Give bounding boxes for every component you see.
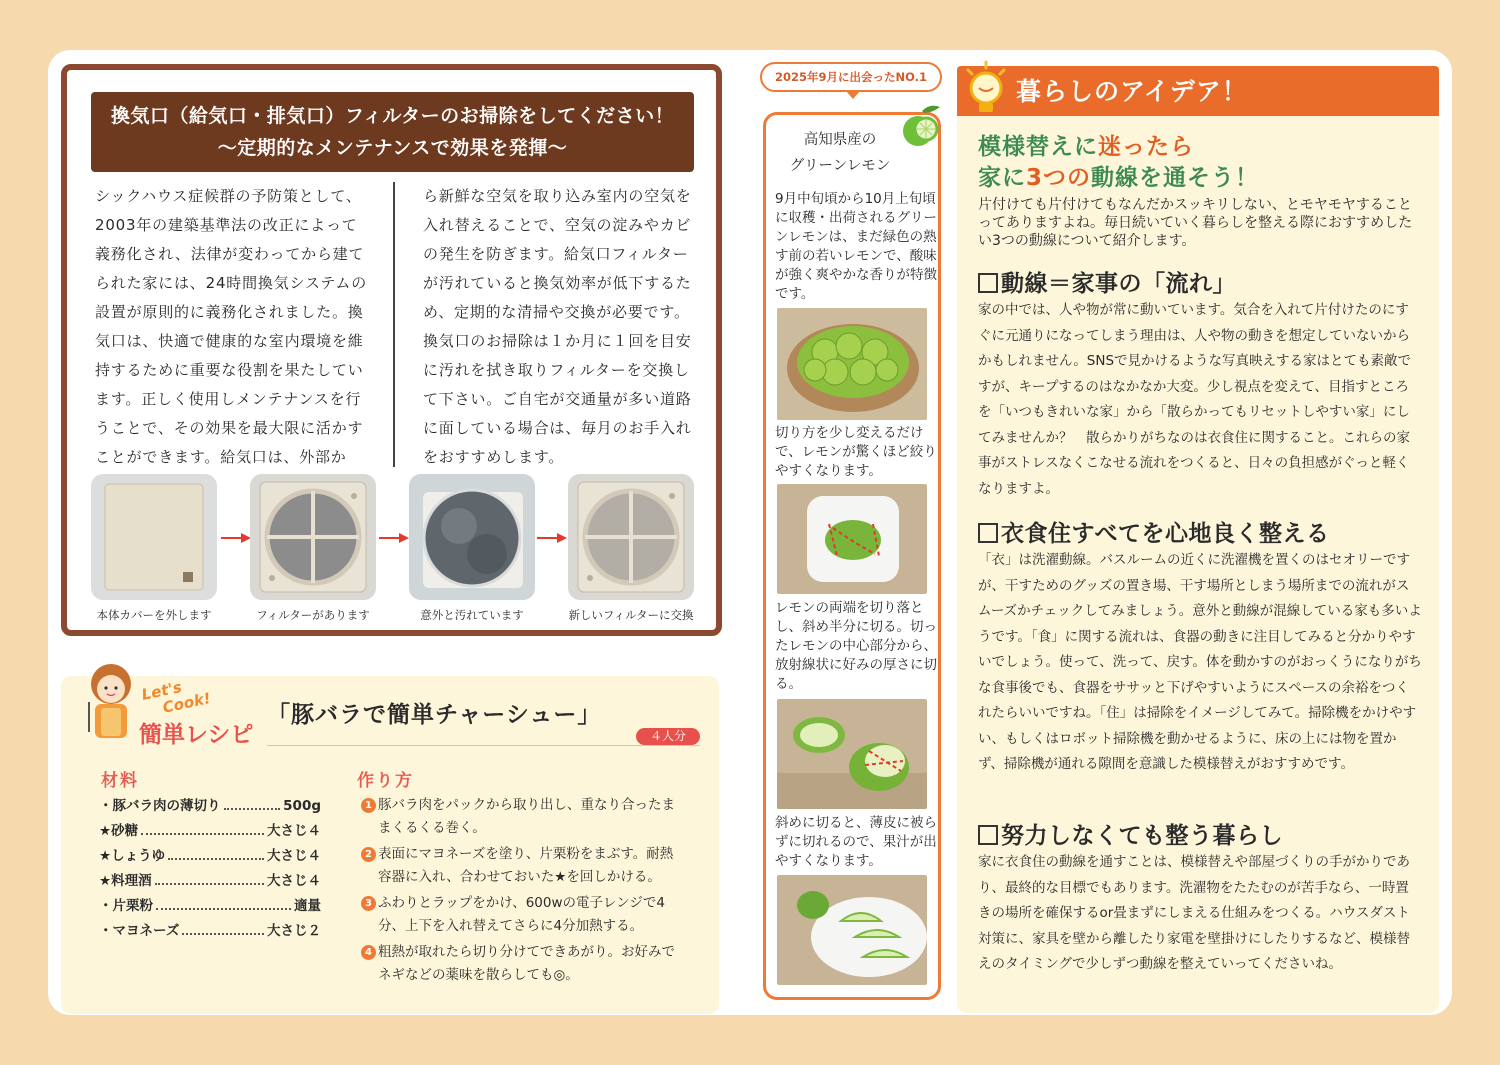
caption-new: 新しいフィルターに交換 (568, 608, 694, 622)
checkbox-icon (978, 825, 998, 845)
ingredient-name: ★砂糖 (99, 823, 139, 839)
step-text: 豚バラ肉をパックから取り出し、重なり合ったままくるくる巻く。 (378, 797, 675, 836)
lemon-column (763, 112, 941, 1000)
step-text: 表面にマヨネーズを塗り、片栗粉をまぶす。耐熱容器に入れ、合わせておいた★を回しかける。 (378, 846, 674, 885)
column-divider (393, 182, 395, 467)
headline-part-d: 3つの (1026, 165, 1092, 191)
section-body: 「衣」は洗濯動線。バスルームの近くに洗濯機を置くのはセオリーですが、干すためのグッズの置き場、干す場所としまう場所までの流れがスムーズかチェックしてみましょう。意外と動線が混線している家も多いようです。「食」に関する流れは、食器の動きに注目してみると分かりやすいでしょう。使って、洗って、戻す。体を動かすのがおっくうになりがちな食事後でも、食器をササッと下げやすいようにスペースの余裕をつくれたらいいですね。「住」は掃除をイメージしてみて。掃除機をかけやすい、もしくはロボット掃除機を動かせるように、床の上には物を置かず、掃除機が通れる隙間を意識した模様替えがおすすめです。 (978, 552, 1422, 772)
ingredients-list (99, 794, 321, 944)
headline-part-e: 動線を通そう！ (1091, 165, 1260, 191)
idea-lead: 片付けても片付けてもなんだかスッキリしない、とモヤモヤすることってありますよね。毎日続いていく暮らしを整える際におすすめしたい3つの動線について紹介します。 (978, 197, 1413, 249)
leader-dots (224, 794, 281, 810)
ingredient-qty: 大さじ４ (267, 823, 321, 839)
lemon-slices-photo (777, 875, 927, 985)
headline-part-c: 家に (978, 165, 1026, 191)
caption-filter: フィルターがあります (256, 608, 370, 622)
lets-text: Let's (139, 677, 184, 704)
cover-photo (91, 474, 217, 600)
filter-photo (250, 474, 376, 600)
ingredient-row (99, 794, 321, 819)
section-heading-text: 努力しなくても整う暮らし (1001, 823, 1283, 849)
serving-badge: ４人分 (636, 728, 700, 745)
lets-cook-logo (140, 673, 212, 720)
ingredient-row (99, 819, 321, 844)
section-heading (978, 265, 1236, 298)
checkbox-icon (978, 273, 998, 293)
lemon-tip2: レモンの両端を切り落とし、斜め半分に切る。切ったレモンの中心部分から、放射線状に好みの厚さに切る。 (775, 600, 937, 692)
ingredient-qty: 500g (283, 798, 321, 814)
ingredient-qty: 大さじ２ (267, 923, 321, 939)
lemon-cut-lines-photo (777, 484, 927, 594)
ingredient-name: ★料理酒 (99, 873, 152, 889)
lemon-heading-line2: グリーンレモン (789, 158, 891, 174)
lemon-halves-photo (777, 699, 927, 809)
recipe-section (61, 676, 719, 1014)
steps-list (361, 794, 686, 990)
lemons-bowl-photo (777, 308, 927, 420)
step-item (361, 941, 686, 987)
ventilation-title-line2: ～定期的なメンテナンスで効果を発揮～ (217, 137, 568, 159)
dirty-filter-photo (409, 474, 535, 600)
section-heading (978, 515, 1330, 548)
arrow-icon (379, 532, 409, 544)
kantan-recipe-label: 簡単レシピ (139, 722, 254, 748)
ingredient-name: ・豚バラ肉の薄切り (99, 798, 221, 814)
leader-dots (168, 844, 264, 860)
leader-dots (156, 894, 291, 910)
ingredient-name: ・マヨネーズ (99, 923, 180, 939)
lightbulb-icon (962, 60, 1010, 118)
ingredients-heading: 材料 (101, 771, 139, 791)
ventilation-text-col2: ら新鮮な空気を取り込み室内の空気を入れ替えることで、空気の淀みやカビの発生を防ぎます。給気口フィルターが汚れていると換気効率が低下するため、定期的な清掃や交換が必要です。換気口のお掃除は１か月に１回を目安に汚れを拭き取りフィルターを交換して下さい。ご自宅が交通量が多い道路に面している場合は、毎月のお手入れをおすすめします。 (423, 187, 692, 466)
ingredient-row (99, 869, 321, 894)
idea-title: 暮らしのアイデア！ (1016, 77, 1248, 106)
section-heading-text: 動線＝家事の「流れ」 (1001, 271, 1236, 297)
caption-dirty: 意外と汚れています (420, 608, 524, 622)
ingredient-row (99, 844, 321, 869)
ventilation-title (91, 92, 694, 172)
ingredient-name: ★しょうゆ (99, 848, 166, 864)
ingredient-row (99, 919, 321, 944)
ingredient-name: ・片栗粉 (99, 898, 153, 914)
lemon-intro: 9月中旬頃から10月上旬頃に収穫・出荷されるグリーンレモンは、まだ緑色の熟す前の若いレモンで、酸味が強く爽やかな香りが特徴です。 (775, 191, 937, 302)
lemon-tip3: 斜めに切ると、薄皮に被らずに切れるので、果汁が出やすくなります。 (775, 815, 937, 869)
new-filter-photo (568, 474, 694, 600)
lemon-heading-line1: 高知県産の (803, 132, 877, 148)
step-item (361, 892, 686, 938)
step-item (361, 794, 686, 840)
step-item (361, 843, 686, 889)
step-number: 3 (361, 896, 376, 911)
ventilation-title-line1: 換気口（給気口・排気口）フィルターのお掃除をしてください！ (110, 105, 675, 127)
ingredient-qty: 大さじ４ (267, 848, 321, 864)
recipe-title: 「豚バラで簡単チャーシュー」 (267, 702, 602, 728)
lime-icon (896, 103, 944, 147)
ingredient-qty: 大さじ４ (267, 873, 321, 889)
section-body: 家に衣食住の動線を通すことは、模様替えや部屋づくりの手がかりであり、最終的な目標でもあります。洗濯物をたたむのが苦手なら、一時置きの場所を確保するor畳まずにしまえる仕組みをつくる。ハウスダスト対策に、家具を壁から離したり家電を壁掛けにしたりするなど、模様替えのタイミングで少しずつ動線を整えていってくださいね。 (978, 854, 1410, 972)
headline-part-a: 模様替えに (978, 134, 1098, 160)
caption-cover: 本体カバーを外します (96, 608, 212, 622)
section-heading-text: 衣食住すべてを心地良く整える (1001, 521, 1330, 547)
leader-dots (155, 869, 264, 885)
chef-illustration-icon (85, 662, 137, 740)
lemon-tip1: 切り方を少し変えるだけで、レモンが驚くほど絞りやすくなります。 (775, 425, 937, 479)
lemon-heading (780, 127, 900, 179)
step-number: 1 (361, 798, 376, 813)
section-body: 家の中では、人や物が常に動いています。気合を入れて片付けたのにすぐに元通りになってしまう理由は、人や物の動きを想定していないからかもしれません。SNSで見かけるような写真映えする家はとても素敵ですが、キープするのはなかなか大変。少し視点を変えて、目指すところを「いつもきれいな家」から「散らかってもリセットしやすい家」にしてみませんか？ 散らかりがちなのは衣食住に関すること。これらの家事がストレスなくこなせる流れをつくると、日々の負担感がぐっと軽くなりますよ。 (978, 302, 1412, 497)
lemon-badge: 2025年9月に出会ったNO.1 (760, 62, 942, 92)
step-text: 粗熱が取れたら切り分けてできあがり。お好みでネギなどの薬味を散らしても◎。 (378, 944, 675, 983)
step-text: ふわりとラップをかけ、600wの電子レンジで4分、上下を入れ替えてさらに4分加熱する。 (378, 895, 665, 934)
ingredient-qty: 適量 (294, 898, 321, 914)
headline-part-b: 迷ったら (1098, 134, 1194, 160)
idea-headline (978, 132, 1259, 194)
leader-dots (182, 919, 264, 935)
step-number: 4 (361, 945, 376, 960)
ingredient-row (99, 894, 321, 919)
ventilation-text-col1: シックハウス症候群の予防策として、2003年の建築基準法の改正によって義務化され、法律が変わってから建てられた家には、24時間換気システムの設置が原則的に義務化されました。換気口は、快適で健康的な室内環境を維持するために重要な役割を果たしています。正しく使用しメンテナンスを行うことで、その効果を最大限に活かすことができます。給気口は、外部か (95, 187, 367, 466)
steps-heading: 作り方 (357, 771, 414, 791)
arrow-icon (537, 532, 567, 544)
title-underline (267, 745, 700, 746)
section-heading (978, 817, 1283, 850)
cook-text: Cook! (161, 689, 213, 717)
ventilation-article (61, 64, 722, 636)
step-number: 2 (361, 847, 376, 862)
leader-dots (141, 819, 264, 835)
arrow-icon (221, 532, 251, 544)
checkbox-icon (978, 523, 998, 543)
